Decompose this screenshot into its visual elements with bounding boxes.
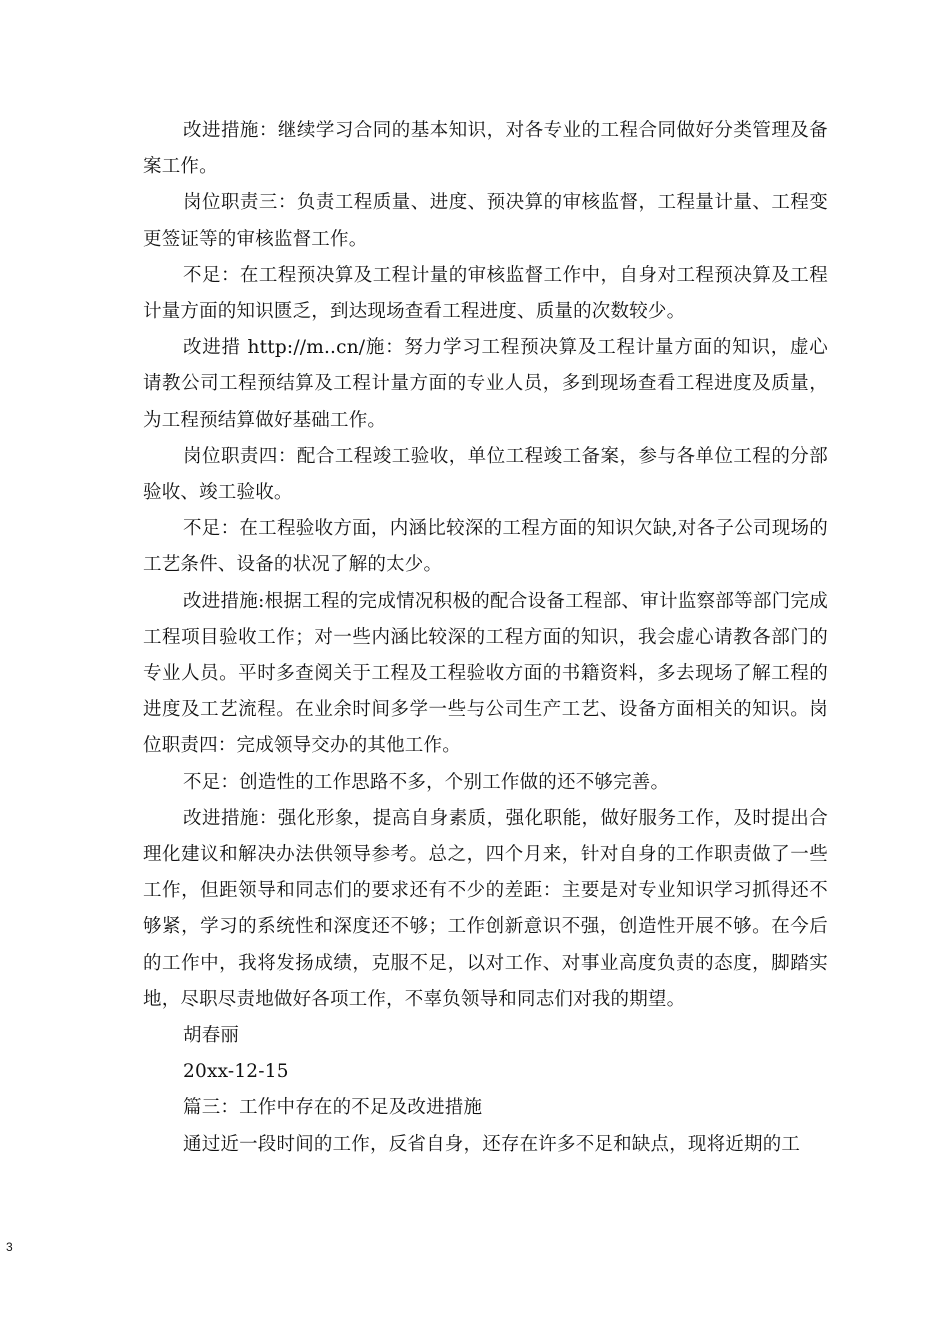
paragraph-improvement-acceptance: 改进措施:根据工程的完成情况积极的配合设备工程部、审计监察部等部门完成工程项目验收工作；对一些内涵比较深的工程方面的知识，我会虚心请教各部门的专业人员。平时多查阅关于工程及工程验收方面的书籍资料，多去现场了解工程的进度及工艺流程。在业余时间多学一些与公司生产工艺、设备方面相关的知识。岗位职责四：完成领导交办的其他工作。 xyxy=(143,590,828,757)
paragraph-duty-three: 岗位职责三：负责工程质量、进度、预决算的审核监督，工程量计量、工程变更签证等的审核监督工作。 xyxy=(143,192,828,250)
paragraph-section-intro: 通过近一段时间的工作，反省自身，还存在许多不足和缺点，现将近期的工 xyxy=(183,1133,801,1155)
paragraph-shortcoming-acceptance: 不足：在工程验收方面，内涵比较深的工程方面的知识欠缺,对各子公司现场的工艺条件、设备的状况了解的太少。 xyxy=(143,518,828,576)
paragraph-contract-improvement: 改进措施：继续学习合同的基本知识，对各专业的工程合同做好分类管理及备案工作。 xyxy=(143,120,828,178)
signature-date: 20xx-12-15 xyxy=(183,1061,289,1083)
page-number: 3 xyxy=(6,1240,13,1254)
document-body xyxy=(143,113,828,1163)
paragraph-improvement-summary: 改进措施：强化形象，提高自身素质，强化职能，做好服务工作，及时提出合理化建议和解决办法供领导参考。总之，四个月来，针对自身的工作职责做了一些工作，但距领导和同志们的要求还有不少的差距：主要是对专业知识学习抓得还不够紧，学习的系统性和深度还不够；工作创新意识不强，创造性开展不够。在今后的工作中，我将发扬成绩，克服不足，以对工作、对事业高度负责的态度，脚踏实地，尽职尽责地做好各项工作，不辜负领导和同志们对我的期望。 xyxy=(143,807,828,1010)
paragraph-shortcoming-budget: 不足：在工程预决算及工程计量的审核监督工作中，自身对工程预决算及工程计量方面的知识匮乏，到达现场查看工程进度、质量的次数较少。 xyxy=(143,264,828,323)
section-heading: 篇三：工作中存在的不足及改进措施 xyxy=(183,1097,483,1119)
signature-name: 胡春丽 xyxy=(183,1025,240,1047)
paragraph-improvement-budget: 改进措 http://m..cn/施：努力学习工程预决算及工程计量方面的知识，虚心请教公司工程预结算及工程计量方面的专业人员，多到现场查看工程进度及质量，为工程预结算做好基础工作。 xyxy=(143,337,828,431)
paragraph-shortcoming-creativity: 不足：创造性的工作思路不多，个别工作做的还不够完善。 xyxy=(183,771,670,793)
paragraph-duty-four: 岗位职责四：配合工程竣工验收，单位工程竣工备案，参与各单位工程的分部验收、竣工验收。 xyxy=(143,445,828,504)
